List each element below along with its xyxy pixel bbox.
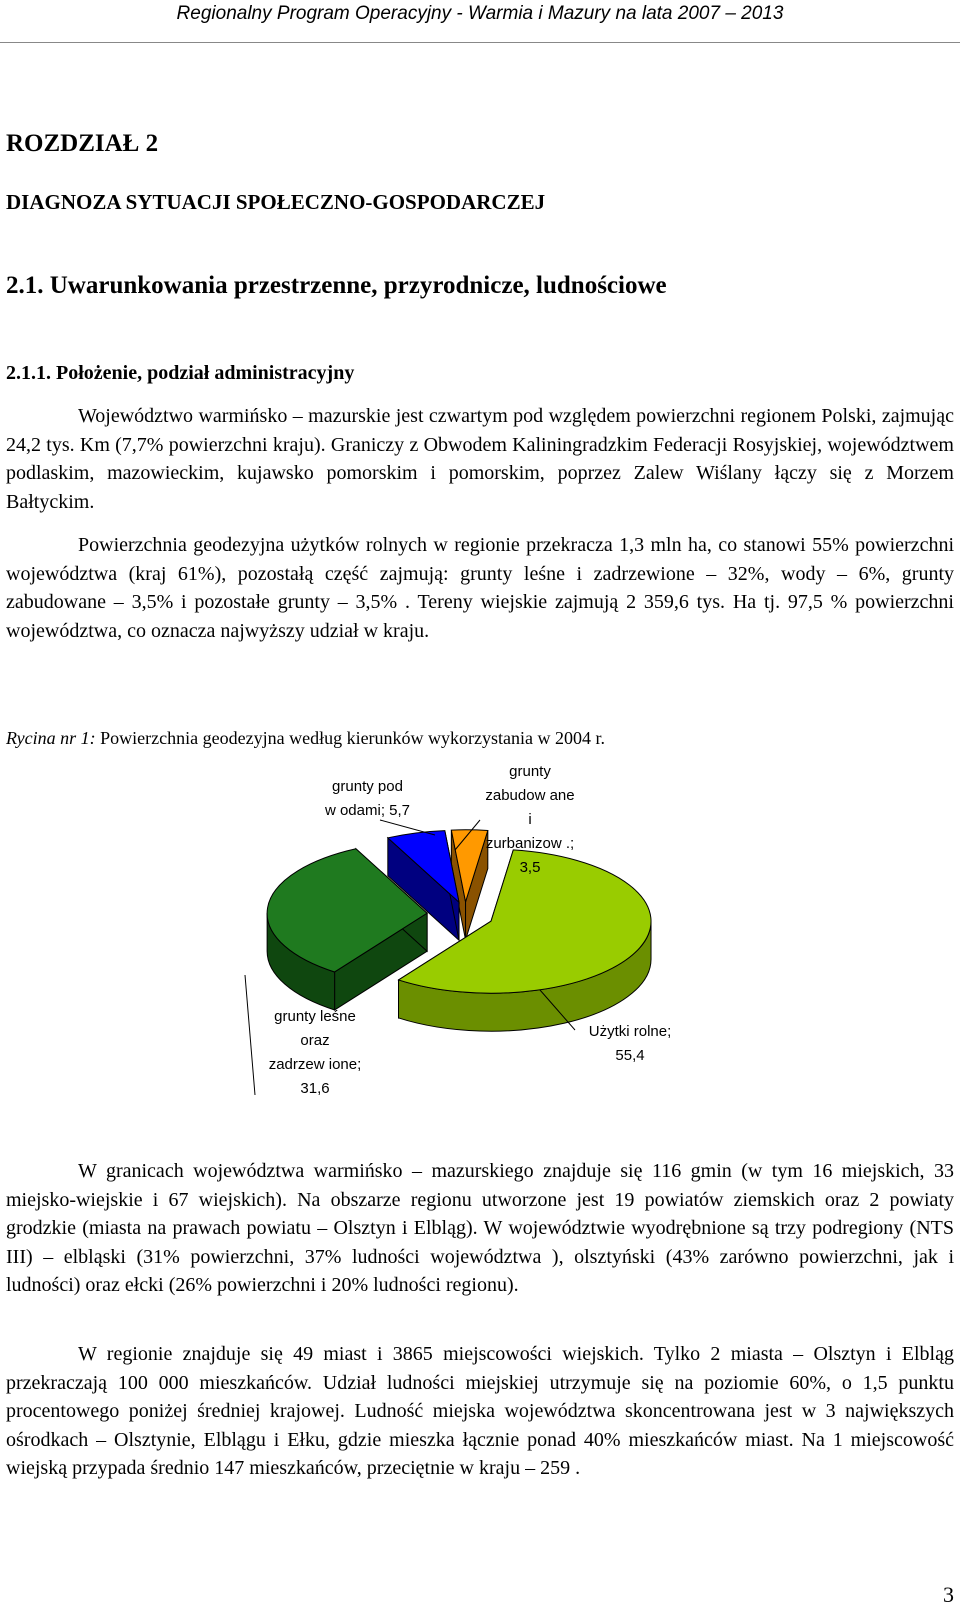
- chapter-heading: ROZDZIAŁ 2: [6, 130, 159, 157]
- label-uzytki-rolne: [570, 1020, 690, 1068]
- page-number: 3: [943, 1582, 954, 1607]
- section-heading: 2.1. Uwarunkowania przestrzenne, przyrodnicze, ludnościowe: [6, 272, 667, 299]
- pie-label-line: Użytki rolne;: [588, 1023, 672, 1040]
- pie-label-line: grunty pod: [332, 778, 403, 795]
- leader-line-1: [245, 975, 255, 1095]
- label-grunty-pod-wodami: [310, 775, 425, 823]
- pie-label-line: 55,4: [615, 1047, 645, 1064]
- pie-label-line: zurbanizow .;: [485, 835, 575, 852]
- pie-label-line: 31,6: [300, 1080, 330, 1097]
- pie-label-line: oraz: [300, 1032, 330, 1049]
- pie-label-line: zadrzew ione;: [268, 1056, 362, 1073]
- pie-label-line: 3,5: [519, 859, 541, 876]
- paragraph-land-use: Powierzchnia geodezyjna użytków rolnych w regionie przekracza 1,3 mln ha, co stanowi 55% powierzchni województwa (kraj 61%), pozostałą część zajmują: grunty leśne i zadrzewione – 32%, wody – 6%, grunty zabudowane – 3,5% i pozostałe grunty – 3,5% . Tereny wiejskie zajmują 2 359,6 tys. Ha tj. 97,5 % powierzchni województwa, co oznacza najwyższy udział w kraju.: [6, 534, 954, 642]
- paragraph-administration: W granicach województwa warmińsko – mazurskiego znajduje się 116 gmin (w tym 16 miejskich, 33 miejsko-wiejskie i 67 wiejskich). Na obszarze regionu utworzone jest 19 powiatów ziemskich oraz 2 powiaty grodzkie (miasta na prawach powiatu – Olsztyn i Elbląg). W województwie wyodrębnione są trzy podregiony (NTS III) – elbląski (31% powierzchni, 37% ludności województwa ), olsztyński (43% zarówno powierzchni, jak i ludności) oraz ełcki (26% powierzchni i 20% ludności regionu).: [6, 1160, 954, 1296]
- pie-label-line: grunty leśne: [274, 1008, 356, 1025]
- label-grunty-zabudowane: [475, 760, 585, 880]
- pie-label-line: i: [528, 811, 532, 828]
- pie-label-line: grunty: [509, 763, 551, 780]
- caption-text: Powierzchnia geodezyjna według kierunków wykorzystania w 2004 r.: [100, 728, 606, 748]
- paragraph-location: Województwo warmińsko – mazurskie jest czwartym pod względem powierzchni regionem Polski, zajmując 24,2 tys. Km (7,7% powierzchni kraju). Graniczy z Obwodem Kaliningradzkim Federacji Rosyjskiej, województwem podlaskim, mazowieckim, kujawsko pomorskim i pomorskim, poprzez Zalew Wiślany łączy się z Morzem Bałtyckim.: [6, 405, 954, 513]
- paragraph-settlements: W regionie znajduje się 49 miast i 3865 miejscowości wiejskich. Tylko 2 miasta – Olsztyn i Elbląg przekraczają 100 000 mieszkańców. Udział ludności miejskiej utrzymuje się na poziomie 60%, o 1,5 punktu procentowego poniżej średniej krajowej. Ludność miejska województwa skoncentrowana jest w 3 największych ośrodkach – Olsztynie, Elblągu i Ełku, gdzie mieszka łącznie ponad 40% mieszkańców miast. Na 1 miejscowość wiejską przypada średnio 147 mieszkańców, przeciętnie w kraju – 259 .: [6, 1343, 954, 1479]
- chapter-title: DIAGNOZA SYTUACJI SPOŁECZNO-GOSPODARCZEJ: [6, 190, 546, 214]
- pie-label-line: zabudow ane: [485, 787, 575, 804]
- caption-label: Rycina nr 1:: [6, 728, 96, 748]
- label-grunty-lesne: [255, 1005, 375, 1101]
- header-rule: [0, 42, 960, 43]
- pie-label-line: w odami; 5,7: [324, 802, 411, 819]
- page-header: Regionalny Program Operacyjny - Warmia i Mazury na lata 2007 – 2013: [176, 3, 784, 24]
- figure-caption: [6, 728, 605, 749]
- subsection-heading: 2.1.1. Położenie, podział administracyjny: [6, 362, 355, 384]
- pie-chart-area: [240, 763, 720, 1130]
